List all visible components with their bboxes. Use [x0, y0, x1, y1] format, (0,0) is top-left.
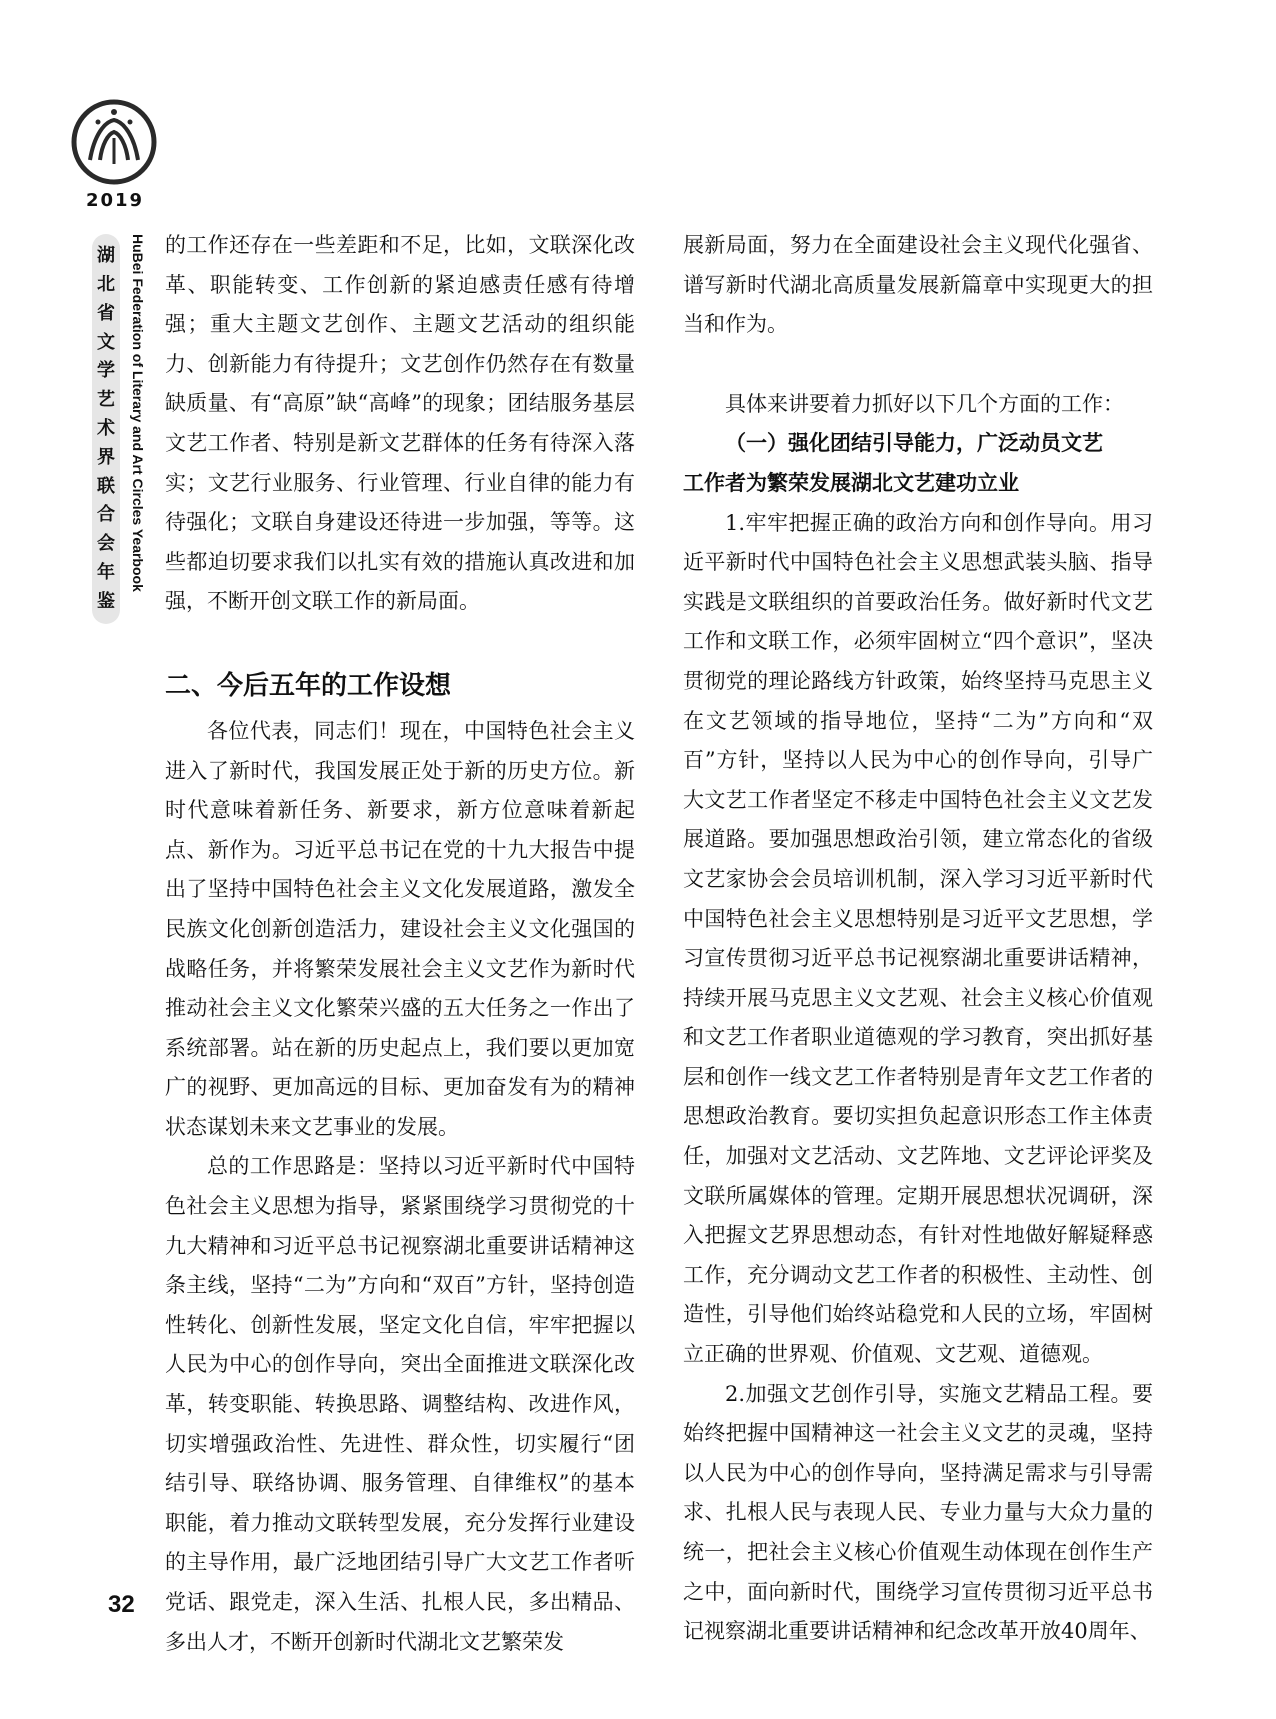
side-title-char: 会 [97, 533, 115, 555]
year-label: 2019 [85, 190, 145, 211]
side-title-char: 术 [97, 417, 115, 439]
side-title-char: 北 [97, 274, 115, 296]
paragraph: 的工作还存在一些差距和不足，比如，文联深化改革、职能转变、工作创新的紧迫感责任感有待增强；重大主题文艺创作、主题文艺活动的组织能力、创新能力有待提升；文艺创作仍然存在有数量缺质量、有“高原”缺“高峰”的现象；团结服务基层文艺工作者、特别是新文艺群体的任务有待深入落实；文艺行业服务、行业管理、行业自律的能力有待强化；文联自身建设还待进一步加强，等等。这些都迫切要求我们以扎实有效的措施认真改进和加强，不断开创文联工作的新局面。 [165, 233, 635, 614]
side-title-char: 合 [97, 504, 115, 526]
side-title-char: 艺 [97, 389, 115, 411]
paragraph-gap [683, 345, 1153, 385]
subsection-heading [683, 424, 1153, 503]
left-column [165, 226, 635, 1662]
side-title-en: HuBei Federation of Literary and Art Circles Yearbook [130, 234, 146, 592]
section-heading: 二、今后五年的工作设想 [165, 670, 452, 701]
subsection-heading-line: 工作者为繁荣发展湖北文艺建功立业 [683, 470, 1019, 495]
paragraph: 具体来讲要着力抓好以下几个方面的工作： [725, 391, 1124, 416]
side-title-char: 省 [97, 302, 115, 324]
paragraph: 展新局面，努力在全面建设社会主义现代化强省、谱写新时代湖北高质量发展新篇章中实现更大的担当和作为。 [683, 233, 1153, 337]
paragraph: 各位代表，同志们！现在，中国特色社会主义进入了新时代，我国发展正处于新的历史方位。新时代意味着新任务、新要求，新方位意味着新起点、新作为。习近平总书记在党的十九大报告中提出了坚持中国特色社会主义文化发展道路，激发全民族文化创新创造活力，建设社会主义文化强国的战略任务，并将繁荣发展社会主义文艺作为新时代推动社会主义文化繁荣兴盛的五大任务之一作出了系统部署。站在新的历史起点上，我们要以更加宽广的视野、更加高远的目标、更加奋发有为的精神状态谋划未来文艺事业的发展。 [165, 718, 635, 1139]
side-title-char: 学 [97, 360, 115, 382]
paragraph: 2.加强文艺创作引导，实施文艺精品工程。要始终把握中国精神这一社会主义文艺的灵魂，坚持以人民为中心的创作导向，坚持满足需求与引导需求、扎根人民与表现人民、专业力量与大众力量的统一，把社会主义核心价值观生动体现在创作生产之中，面向新时代，围绕学习宣传贯彻习近平总书记视察湖北重要讲话精神和纪念改革开放40周年、 [683, 1381, 1153, 1644]
right-column [683, 226, 1153, 1652]
side-title-char: 文 [97, 331, 115, 353]
page-number: 32 [108, 1591, 135, 1618]
side-title-cn [92, 234, 120, 624]
side-title-char: 湖 [97, 245, 115, 267]
side-title-char: 界 [97, 446, 115, 468]
paragraph: 1.牢牢把握正确的政治方向和创作导向。用习近平新时代中国特色社会主义思想武装头脑、指导实践是文联组织的首要政治任务。做好新时代文艺工作和文联工作，必须牢固树立“四个意识”，坚决贯彻党的理论路线方针政策，始终坚持马克思主义在文艺领域的指导地位，坚持“二为”方向和“双百”方针，坚持以人民为中心的创作导向，引导广大文艺工作者坚定不移走中国特色社会主义文艺发展道路。要加强思想政治引领，建立常态化的省级文艺家协会会员培训机制，深入学习习近平新时代中国特色社会主义思想特别是习近平文艺思想，学习宣传贯彻习近平总书记视察湖北重要讲话精神，持续开展马克思主义文艺观、社会主义核心价值观和文艺工作者职业道德观的学习教育，突出抓好基层和创作一线文艺工作者特别是青年文艺工作者的思想政治教育。要切实担负起意识形态工作主体责任，加强对文艺活动、文艺阵地、文艺评论评奖及文联所属媒体的管理。定期开展思想状况调研，深入把握文艺界思想动态，有针对性地做好解疑释惑工作，充分调动文艺工作者的积极性、主动性、创造性，引导他们始终站稳党和人民的立场，牢固树立正确的世界观、价值观、文艺观、道德观。 [683, 510, 1153, 1367]
subsection-heading-line: （一）强化团结引导能力，广泛动员文艺 [725, 431, 1103, 456]
side-title-char: 年 [97, 561, 115, 583]
yearbook-logo-icon [70, 98, 158, 186]
paragraph: 总的工作思路是：坚持以习近平新时代中国特色社会主义思想为指导，紧紧围绕学习贯彻党的十九大精神和习近平总书记视察湖北重要讲话精神这条主线，坚持“二为”方向和“双百”方针，坚持创造性转化、创新性发展，坚定文化自信，牢牢把握以人民为中心的创作导向，突出全面推进文联深化改革，转变职能、转换思路、调整结构、改进作风，切实增强政治性、先进性、群众性，切实履行“团结引导、联络协调、服务管理、自律维权”的基本职能，着力推动文联转型发展，充分发挥行业建设的主导作用，最广泛地团结引导广大文艺工作者听党话、跟党走，深入生活、扎根人民，多出精品、多出人才，不断开创新时代湖北文艺繁荣发 [165, 1154, 635, 1654]
side-title-char: 联 [97, 475, 115, 497]
side-title-char: 鉴 [97, 590, 115, 612]
